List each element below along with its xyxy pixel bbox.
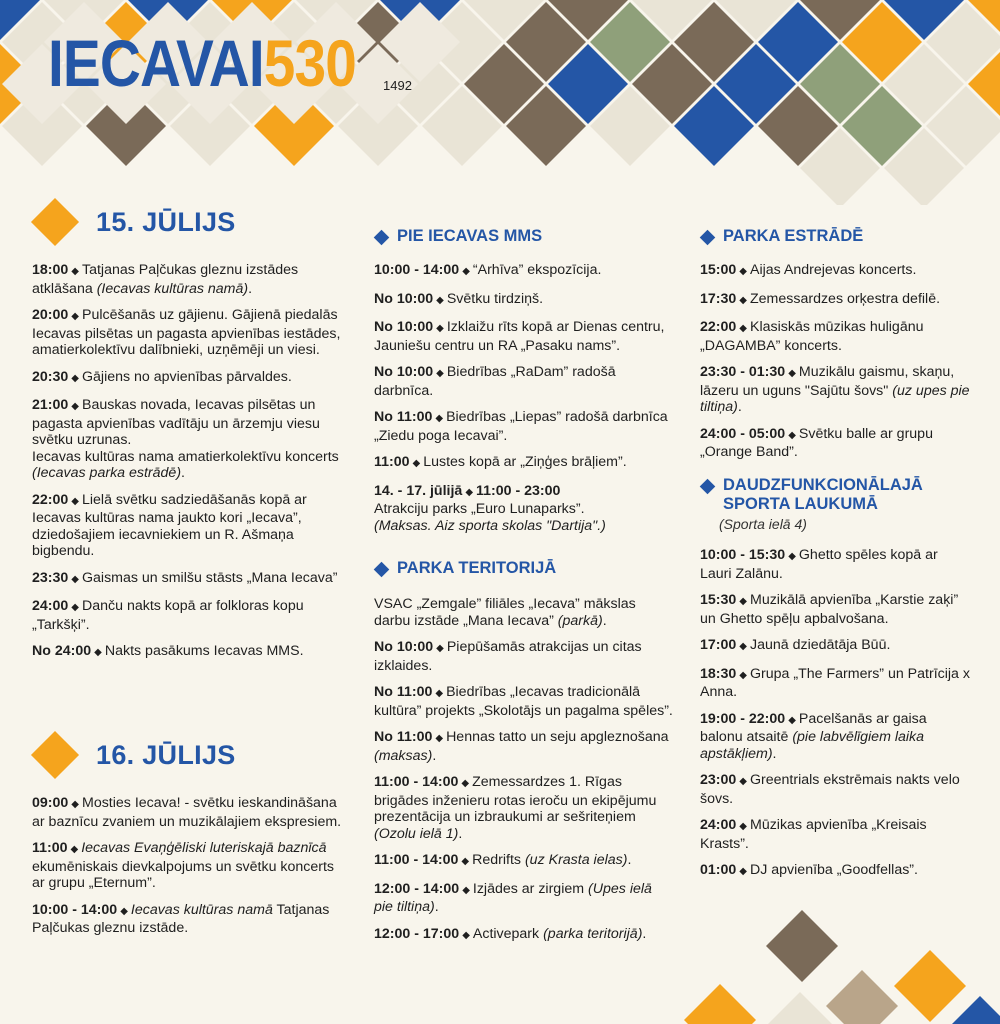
event-location-note: (Iecavas parka estrādē): [32, 465, 182, 481]
event-description: Redrifts: [472, 852, 521, 868]
bullet-diamond-icon: ◆: [739, 641, 747, 652]
event-description: Svētku balle ar grupu „Orange Band”.: [700, 425, 933, 460]
photo-tile: [766, 910, 838, 982]
bullet-diamond-icon: ◆: [71, 602, 79, 613]
event-description: Zemessardzes orķestra defilē.: [750, 290, 941, 307]
event-time: No 10:00: [374, 364, 434, 380]
event-item: [700, 637, 972, 656]
event-time: 14. - 17. jūlijā: [374, 482, 463, 499]
bullet-diamond-icon: ◆: [71, 495, 79, 507]
event-description: Hennas tatto un seju apgleznošana: [446, 729, 669, 745]
event-punctuation: .: [181, 465, 185, 481]
bullet-diamond-icon: ◆: [71, 266, 79, 277]
event-item: [32, 598, 350, 633]
event-list-estrade: [700, 262, 972, 471]
event-description: Piepūšamās atrakcijas un citas izklaides.: [374, 639, 642, 674]
bullet-diamond-icon: ◆: [120, 905, 128, 917]
bullet-diamond-icon: ◆: [788, 551, 796, 562]
bullet-diamond-icon: ◆: [465, 486, 474, 498]
bullet-diamond-icon: ◆: [462, 929, 470, 941]
bullet-diamond-icon: ◆: [739, 821, 747, 832]
event-punctuation: .: [602, 612, 607, 629]
event-time: 17:30: [700, 290, 737, 307]
section-title: PIE IECAVAS MMS: [397, 227, 543, 245]
event-item: [32, 492, 350, 560]
event-description: Mosties Iecava! - svētku ieskandināšana ar baznīcu zvaniem un muzikālajiem ekspresiem.: [32, 795, 342, 830]
event-description: Tatjanas Paļčukas gleznu izstādes atklāšana: [32, 262, 299, 297]
event-item: [32, 840, 350, 892]
day-heading-15: [30, 205, 236, 239]
bullet-diamond-icon: ◆: [739, 596, 747, 607]
bullet-diamond-icon: ◆: [436, 643, 444, 654]
event-venue: Iecavas kultūras namā: [130, 901, 273, 918]
bullet-diamond-icon: ◆: [788, 429, 796, 441]
event-time: 23:00: [700, 772, 737, 788]
event-description: Bauskas novada, Iecavas pilsētas un pagasta apvienības vadītāju un ārzemju viesu svētku uzrunas. Iecavas kultūras nama amatierkolektīvu koncerts: [32, 397, 339, 465]
bullet-diamond-icon: ◆: [435, 733, 444, 744]
event-description: Jaunā dziedātāja Būū.: [750, 637, 891, 653]
event-time: No 11:00: [374, 729, 433, 745]
event-list-sport: [700, 547, 972, 891]
event-description: Muzikālā apvienība „Karstie zaķi” un Ghetto spēļu apbalvošana.: [700, 592, 959, 627]
event-time: 18:00: [32, 262, 69, 278]
section-title: PARKA TERITORIJĀ: [397, 559, 557, 577]
event-location-note: (parkā): [557, 612, 603, 629]
event-location-note: (pie labvēlīgiem laika apstākļiem): [700, 729, 925, 762]
bullet-diamond-icon: ◆: [71, 311, 79, 322]
blue-diamond-icon: [700, 230, 716, 246]
event-time: 10:00 - 15:30: [700, 547, 786, 563]
bullet-diamond-icon: ◆: [739, 669, 747, 681]
event-item: [700, 862, 972, 881]
mosaic-tile: [894, 950, 966, 1022]
event-time: 22:00: [700, 319, 737, 335]
event-item: [700, 592, 972, 627]
event-description: Lielā svētku sadziedāšanās kopā ar Iecavas kultūras nama jaukto kori „Iecava”, dziedošajiem iecavniekiem un R. Ašmaņa bigbendu.: [32, 491, 307, 559]
bullet-diamond-icon: ◆: [461, 778, 470, 789]
blue-diamond-icon: [374, 230, 390, 246]
event-punctuation: .: [627, 852, 632, 868]
bullet-diamond-icon: ◆: [788, 368, 796, 379]
bullet-diamond-icon: ◆: [412, 458, 421, 469]
photo-tile: [826, 970, 898, 1024]
event-item: [374, 926, 674, 945]
bullet-diamond-icon: ◆: [436, 323, 444, 334]
event-description: Izjādes ar zirgiem: [472, 880, 585, 897]
bullet-diamond-icon: ◆: [71, 401, 79, 412]
event-description: Lustes kopā ar „Ziņģes brāļiem”.: [423, 454, 627, 470]
mosaic-tile: [946, 996, 1000, 1024]
bullet-diamond-icon: ◆: [739, 776, 747, 787]
event-description: Nakts pasākums Iecavas MMS.: [104, 643, 304, 659]
event-list-park: [374, 596, 674, 954]
event-location-note: (maksas): [374, 747, 433, 764]
event-punctuation: .: [434, 899, 439, 915]
bullet-diamond-icon: ◆: [94, 647, 102, 658]
event-time: 23:30: [32, 569, 69, 586]
logo-number: 530: [263, 26, 356, 100]
event-description: Svētku tirdziņš.: [446, 290, 544, 307]
event-description: Greentrials ekstrēmais nakts velo šovs.: [700, 772, 960, 807]
event-description: Izklaižu rīts kopā ar Dienas centru, Jauniešu centru un RA „Pasaku nams”.: [374, 319, 665, 354]
event-time: No 11:00: [374, 684, 433, 700]
event-description: Mūzikas apvienība „Kreisais Krasts”.: [700, 817, 927, 852]
event-time: 11:00 - 14:00: [374, 774, 459, 790]
event-time: 19:00 - 22:00: [700, 710, 786, 727]
bullet-diamond-icon: ◆: [436, 368, 444, 379]
event-time: 20:00: [32, 307, 69, 323]
day-heading-16: [30, 738, 236, 772]
event-time: 24:00: [32, 598, 69, 614]
bullet-diamond-icon: ◆: [71, 799, 79, 810]
event-item: [700, 666, 972, 701]
event-description: Biedrības „Liepas” radošā darbnīca „Ziedu poga Iecavai”.: [374, 409, 668, 444]
festival-logo: [48, 26, 356, 100]
mosaic-tile: [768, 992, 832, 1024]
event-item: [32, 307, 350, 359]
section-title-line2: SPORTA LAUKUMĀ: [723, 495, 878, 513]
event-item: [700, 291, 972, 310]
event-location-note: (uz upes pie tiltiņa): [700, 382, 970, 415]
event-description: Biedrības „RaDam” radošā darbnīca.: [374, 364, 616, 399]
event-item: [374, 319, 674, 354]
mosaic-tile: [684, 984, 756, 1024]
event-item: [32, 369, 350, 388]
bullet-diamond-icon: ◆: [461, 856, 470, 867]
event-item: [32, 262, 350, 297]
event-description: VSAC „Zemgale” filiāles „Iecava” mākslas darbu izstāde „Mana Iecava”: [374, 596, 636, 629]
bullet-diamond-icon: ◆: [71, 573, 79, 585]
orange-diamond-icon: [31, 198, 79, 246]
event-location-note: (uz Krasta ielas): [524, 852, 628, 868]
event-item: [374, 881, 674, 916]
logo-town: IECAVAI: [48, 26, 264, 100]
event-description: Gājiens no apvienības pārvaldes.: [82, 368, 292, 385]
event-item: [32, 795, 350, 830]
event-item: [374, 364, 674, 399]
bullet-diamond-icon: ◆: [71, 372, 79, 384]
bullet-diamond-icon: ◆: [739, 323, 747, 334]
event-time: 01:00: [700, 862, 737, 878]
event-description: Biedrības „Iecavas tradicionālā kultūra” projekts „Skolotājs un pagalma spēles”.: [374, 684, 673, 719]
event-time: No 10:00: [374, 290, 434, 307]
event-time: 15:30: [700, 592, 737, 608]
event-item: [700, 547, 972, 582]
bullet-diamond-icon: ◆: [739, 266, 747, 277]
section-title-line1: DAUDZFUNKCIONĀLAJĀ: [723, 476, 923, 494]
event-description: Danču nakts kopā ar folkloras kopu „Tarkšķi”.: [32, 598, 304, 633]
event-time-range: 11:00 - 23:00: [476, 482, 561, 499]
event-punctuation: .: [737, 399, 742, 415]
event-description: Gaismas un smilšu stāsts „Mana Iecava”: [82, 569, 338, 586]
event-punctuation: .: [772, 745, 777, 762]
bullet-diamond-icon: ◆: [788, 714, 796, 726]
event-time: 12:00 - 17:00: [374, 925, 460, 942]
event-time: 10:00 - 14:00: [374, 262, 460, 278]
event-time: 22:00: [32, 491, 69, 508]
event-item: [374, 291, 674, 310]
event-description: Aijas Andrejevas koncerts.: [750, 262, 917, 278]
event-location-note: (parka teritorijā): [543, 925, 643, 942]
event-item: [700, 364, 972, 416]
event-description: Muzikālu gaismu, skaņu, lāzeru un uguns "Sajūtu šovs": [700, 364, 955, 399]
section-heading-mms: [374, 227, 542, 246]
event-item: [374, 409, 674, 444]
event-item: [374, 852, 674, 871]
event-description: Grupa „The Farmers” un Patrīcija x Anna.: [700, 665, 970, 700]
event-item: [700, 772, 972, 807]
event-time: No 24:00: [32, 643, 92, 659]
event-time: 21:00: [32, 397, 69, 413]
event-description: DJ apvienība „Goodfellas”.: [750, 862, 918, 878]
blue-diamond-icon: [700, 479, 716, 495]
section-heading-park: [374, 559, 556, 578]
event-description: ekumēniskais dievkalpojums un svētku koncerts ar grupu „Eternum”.: [32, 858, 335, 891]
event-list-mms: [374, 262, 674, 544]
event-item: [374, 774, 674, 842]
orange-diamond-icon: [31, 731, 79, 779]
bullet-diamond-icon: ◆: [739, 294, 747, 306]
event-time: 20:30: [32, 368, 69, 385]
event-punctuation: .: [248, 280, 253, 297]
bullet-diamond-icon: ◆: [436, 294, 444, 306]
event-item: [374, 262, 674, 281]
event-time: 11:00: [32, 840, 68, 856]
event-item: [374, 684, 674, 719]
event-item: [32, 902, 350, 937]
event-time: 09:00: [32, 795, 69, 811]
event-time: 15:00: [700, 262, 737, 278]
event-time: No 11:00: [374, 409, 433, 425]
event-item: [700, 711, 972, 763]
event-item: [374, 729, 674, 764]
bullet-diamond-icon: ◆: [435, 413, 444, 424]
event-item: [374, 454, 674, 473]
event-location-note: (Iecavas kultūras namā): [96, 280, 249, 297]
event-description: Pacelšanās ar gaisa balonu atsaitē: [700, 710, 927, 745]
event-location-note: (Maksas. Aiz sporta skolas "Dartija".): [374, 517, 606, 534]
bullet-diamond-icon: ◆: [739, 866, 747, 877]
event-time: 10:00 - 14:00: [32, 901, 118, 918]
event-list-15: [32, 262, 350, 672]
day-title: 16. JŪLIJS: [96, 739, 236, 770]
event-time: 11:00 - 14:00: [374, 852, 459, 868]
event-description: Zemessardzes 1. Rīgas brigādes inženieru rotas ieroču un ekipējumu prezentācija un izbraukumi ar sešriteņiem: [374, 774, 657, 825]
event-description: “Arhīva” ekspozīcija.: [472, 262, 602, 278]
event-description: Tatjanas Paļčukas gleznu izstāde.: [32, 901, 330, 936]
event-time: 24:00 - 05:00: [700, 425, 786, 442]
event-punctuation: .: [432, 747, 437, 764]
event-time: No 10:00: [374, 319, 434, 335]
event-punctuation: .: [642, 925, 647, 942]
section-heading-sport: [700, 476, 923, 532]
event-time: 18:30: [700, 665, 737, 682]
event-item: [32, 570, 350, 589]
event-description: Atrakciju parks „Euro Lunaparks”.: [374, 501, 585, 517]
event-description: Activepark: [472, 925, 540, 942]
bullet-diamond-icon: ◆: [435, 688, 444, 699]
event-punctuation: .: [458, 825, 463, 842]
event-item: [700, 319, 972, 354]
event-time: No 10:00: [374, 639, 434, 655]
bullet-diamond-icon: ◆: [462, 884, 470, 896]
event-item: [32, 397, 350, 482]
section-title: PARKA ESTRĀDĒ: [723, 227, 864, 245]
event-item: [374, 639, 674, 674]
header-mosaic: [0, 0, 1000, 205]
event-location-note: (Ozolu ielā 1): [374, 825, 459, 842]
bullet-diamond-icon: ◆: [462, 266, 470, 277]
event-item: [700, 426, 972, 461]
event-time: 11:00: [374, 454, 410, 470]
event-item: [700, 817, 972, 852]
event-item: [32, 643, 350, 662]
bullet-diamond-icon: ◆: [70, 844, 79, 855]
section-heading-estrade: [700, 227, 863, 246]
day-title: 15. JŪLIJS: [96, 206, 236, 237]
section-title-block: [719, 476, 923, 532]
event-description: Ghetto spēles kopā ar Lauri Zalānu.: [700, 547, 938, 582]
logo-year: 1492: [383, 78, 412, 93]
section-subtitle: (Sporta ielā 4): [719, 516, 807, 532]
blue-diamond-icon: [374, 562, 390, 578]
event-location-note: (Upes ielā pie tiltiņa): [374, 880, 652, 915]
event-time: 23:30 - 01:30: [700, 364, 786, 380]
event-time: 24:00: [700, 817, 737, 833]
event-item: [374, 483, 674, 535]
event-description: Klasiskās mūzikas huligānu „DAGAMBA” koncerts.: [700, 319, 924, 354]
event-list-16: [32, 795, 350, 947]
event-item: [374, 596, 674, 629]
event-time: 12:00 - 14:00: [374, 880, 460, 897]
event-time: 17:00: [700, 637, 737, 653]
event-venue: Iecavas Evaņģēliski luteriskajā baznīcā: [81, 840, 327, 856]
event-item: [700, 262, 972, 281]
event-description: Pulcēšanās uz gājienu. Gājienā piedalās Iecavas pilsētas un pagasta apvienības iestādes, amatierkolektīvu dalībnieki, uzņēmēji un viesi.: [32, 307, 341, 358]
